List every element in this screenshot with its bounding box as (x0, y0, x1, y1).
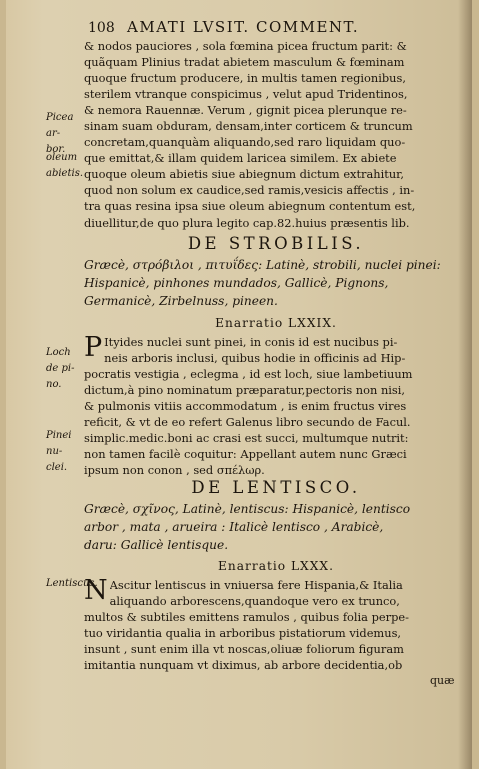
margin-note-line: no. (46, 379, 62, 390)
text-line: aliquando arborescens,quandoque vero ex trunco, (109, 594, 400, 609)
text-line: quoque fructum producere, in multis tamen regionibus, (84, 71, 406, 86)
strobilis-names (84, 256, 468, 310)
margin-note-loch (46, 345, 86, 393)
names-line: Hispanicè, pinhones mundados, Gallicè, Pignons, (84, 276, 389, 290)
drop-cap: N (84, 575, 108, 606)
names-line: arbor , mata , arueira : Italicè lentisco , Arabicè, (84, 520, 384, 534)
text-line: tra quas resina ipsa siue oleum abiegnum contentum est, (84, 199, 416, 214)
text-line: ipsum non conon , sed σπέλωρ. (84, 463, 265, 478)
text-line: imitantia nunquam vt diximus, ab arbore decidentia,ob (84, 658, 403, 673)
text-line: que emittat,& illam quidem laricea similem. Ex abiete (84, 151, 397, 166)
text-line: quod non solum ex caudice,sed ramis,vesicis affectis , in- (84, 183, 415, 198)
text-line: diuellitur,de quo plura legito cap.82.huius præsentis lib. (84, 215, 410, 230)
text-line: dictum,à pino nominatum præparatur,pectoris non nisi, (84, 383, 406, 398)
text-line: non tamen facilè coquitur: Appellant autem nunc Græci (84, 447, 407, 462)
top-paragraph (84, 38, 468, 231)
margin-note-lentiscus (46, 576, 98, 592)
margin-note-line: Loch de pi- (46, 347, 75, 374)
margin-note-line: Pinei nu- (46, 430, 72, 457)
text-line: multos & subtiles emittens ramulos , quibus folia perpe- (84, 610, 409, 625)
names-line: Græcè, στρόβιλοι , πιτυΐδες: Latinè, strobili, nuclei pinei: (84, 258, 441, 272)
text-line: reficit, & vt de eo refert Galenus libro secundo de Facul. (84, 415, 411, 430)
text-line: & pulmonis vitiis accommodatum , is enim fructus vires (84, 399, 407, 414)
lentisco-names (84, 500, 468, 554)
text-line: sterilem vtranque conspicimus , velut apud Tridentinos, (84, 87, 408, 102)
margin-note-pinei (46, 428, 86, 476)
text-line: & nodos pauciores , sola fœmina picea fructum parit: & (84, 39, 407, 53)
margin-note-line: abietis. (46, 168, 84, 179)
text-line: insunt , sunt enim illa vt noscas,oliuæ foliorum figuram (84, 642, 404, 657)
catchword: quæ (430, 674, 455, 687)
strobilis-paragraph (84, 334, 468, 478)
enarratio-80: Enarratio LXXX. (218, 559, 334, 573)
margin-note-line: bor. (46, 144, 66, 155)
text-line: Ascitur lentiscus in vniuersa fere Hispania,& Italia (109, 578, 403, 592)
text-line: simplic.medic.boni ac crasi est succi, multumque nutrit: (84, 431, 409, 446)
text-line: quoque oleum abietis siue abiegnum dictum extrahitur, (84, 167, 404, 182)
running-title: AMATI LVSIT. COMMENT. (127, 18, 360, 36)
names-line: Germanicè, Zirbelnuss, pineen. (84, 294, 278, 308)
enarratio-79: Enarratio LXXIX. (215, 316, 337, 330)
section-title-strobilis: DE STROBILIS. (187, 234, 365, 253)
section-title-lentisco: DE LENTISCO. (191, 478, 361, 497)
page-number: 108 (88, 20, 115, 36)
text-line: tuo viridantia qualia in arboribus pistatiorum videmus, (84, 626, 402, 641)
drop-cap: P (84, 332, 103, 363)
text-line: pocratis vestigia , eclegma , id est loch, siue lambetiuum (84, 367, 413, 382)
text-line: sinam suam obduram, densam,inter corticem & truncum (84, 119, 413, 134)
text-line: & nemora Rauennæ. Verum , gignit picea plerunque re- (84, 103, 407, 118)
margin-note-line: oleum (46, 152, 78, 163)
names-line: Græcè, σχῖνος, Latinè, lentiscus: Hispanicè, lentisco (84, 502, 411, 516)
margin-note-line: Lentiscus. (46, 578, 98, 589)
text-line: neis arboris inclusi, quibus hodie in officinis ad Hip- (104, 351, 406, 366)
margin-note-line: Picea ar- (46, 112, 74, 139)
text-line: concretam,quanquàm aliquando,sed raro liquidam quo- (84, 135, 406, 150)
text-line: Ityides nuclei sunt pinei, in conis id est nucibus pi- (104, 335, 398, 349)
running-header (88, 18, 359, 36)
margin-note-oleum (46, 150, 86, 182)
text-line: quãquam Plinius tradat abietem masculum & fœminam (84, 55, 405, 70)
margin-note-line: clei. (46, 462, 68, 473)
lentisco-paragraph (84, 577, 468, 673)
names-line: daru: Gallicè lentisque. (84, 538, 229, 552)
